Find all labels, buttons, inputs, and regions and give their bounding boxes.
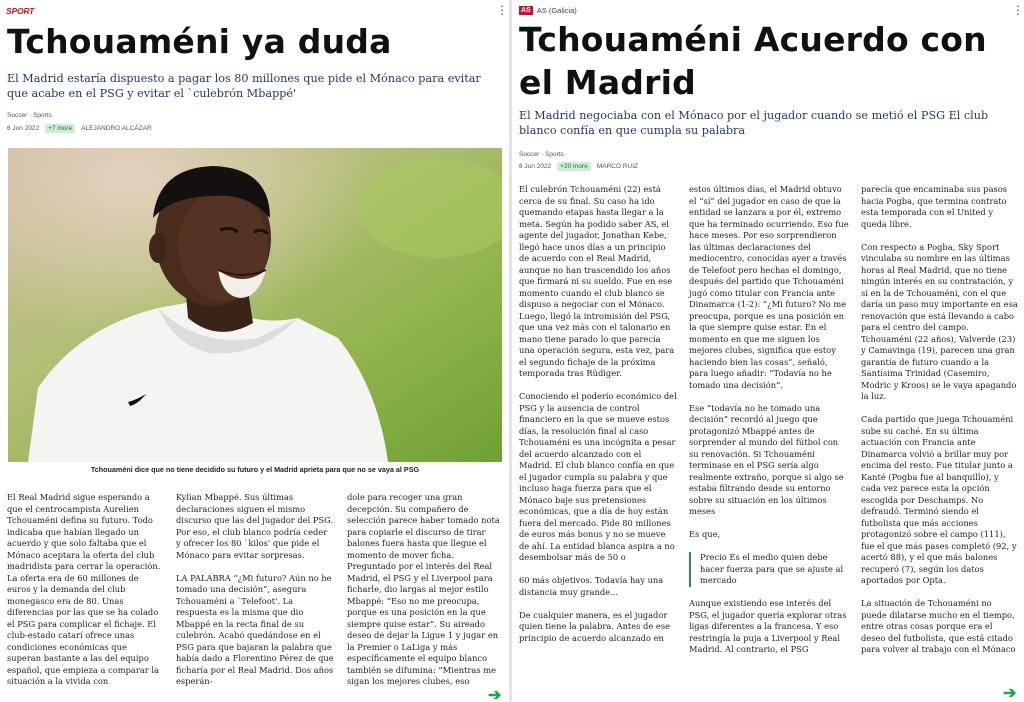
article-column-2 (176, 492, 334, 699)
article-category: Soccer · Sports (519, 151, 564, 158)
article-meta (7, 124, 152, 133)
more-sources-badge[interactable]: +7 more (45, 124, 75, 133)
paragraph: La situación de Tchouaméni no puede dilatarse mucho en el tiempo, entre otras cosas porque era el deseo del futbolista, que está citado para volver al trabajo con el Mónaco (861, 598, 1016, 654)
source-name: AS (Galicia) (536, 6, 577, 15)
paragraph: Kylian Mbappé. Sus últimas declaraciones siguen el mismo discurso que las del jugador del PSG. Por eso, el club blanco podría ceder y ofrecer los 80 `kilos' que pide el Mónaco para evitar sorpresas. (176, 492, 334, 560)
player-photo-illustration (8, 148, 502, 462)
article-author: ALEJANDRO ALCÁZAR (81, 125, 152, 132)
paragraph: dole para recoger una gran decepción. Su compañero de selección parece haber tomado nota para copiarle el discurso de tirar balones fuera hasta que llegue el momento de mover ficha. Preguntado por el interés del Real Madrid, el PSG y el Liverpool para ficharle, dio largas al mejor estilo Mbappé: “Eso no me preocupa, porque es una posición en la que siempre quise estar”. Su aireado deseo de dejar la Ligue 1 y jugar en la Premier o LaLiga y más específicamente el equipo blanco también se difumina: “Mientras me sigan los mejores clubes, eso (347, 492, 500, 686)
article-panel-sport (0, 0, 509, 702)
article-column-1 (7, 492, 163, 699)
paragraph: Ese “todavía no he tomado una decisión” recordó al juego que protagonizó Mbappé antes de sorprender al mundo del fútbol con su renovación. Si Tchouaméni terminase en el PSG sería algo realmente extraño, porque si algo se estaba filtrando desde su entorno sobre su situación en los últimos meses (689, 402, 844, 516)
paragraph: De cualquier manera, es el jugador quien tiene la palabra. Antes de ese principio de acuerdo alcanzado en (519, 609, 670, 643)
source-header[interactable] (6, 6, 34, 16)
paragraph: Con respecto a Pogba, Sky Sport vinculaba su nombre en las últimas horas al Real Madrid, que no tiene ningún interés en su contratación, y sí en la de Tchouaméni, con el que daría un paso muy importante en esa renovación que está llevando a cabo para el centro del campo. Tchouaméni (22 años), Valverde (23) y Camavinga (19), parecen una gran garantía de futuro cuando a la Santísima Trinidad (Casemiro, Modric y Kroos) se le vaya apagando la luz. (861, 241, 1018, 401)
paragraph: 60 más objetivos. Todavía hay una distancia muy grande... (519, 575, 664, 597)
paragraph: estos últimos días, el Madrid obtuvo el “sí” del jugador en caso de que la entidad se lanzara a por él, extremo que ha terminado ocurriendo. Eso fue hace meses. Por eso sorprendieron las últimas declaraciones del mediocentro, conocidas ayer a través de Telefoot pero hechas el domingo, después del partido que Tchouaméni jugó como titular con Francia ante Dinamarca (1-2): “¿Mi futuro? No me preocupa, porque es una posición en la que siempre quise estar. En el momento en que me siguen los mejores clubes, significa que estoy haciendo bien las cosas”, señaló, para luego añadir: “Todavía no he tomado una decisión”. (689, 184, 849, 390)
paragraph: El culebrón Tchouaméni (22) está cerca de su final. Su caso ha ido quemando etapas hasta llegar a la meta. Según ha podido saber AS, el agente del jugador, Jonathan Kebe, llegó hace unos días a un principio de acuerdo con el Real Madrid, aunque no han trascendido los años que firmará ni su sueldo. Fue en ese momento cuando el club blanco se dispuso a negociar con el Mónaco. Luego, llegó la intromisión del PSG, que una vez más con el talonario en mano tiene parado lo que parecía una operación segura, esta vez, para el segundo fichaje de la próxima temporada tras Rüdiger. (519, 184, 675, 378)
paragraph: Conociendo el poderío económico del PSG y la ausencia de control financiero en la que se mueve estos días, la resolución final al caso Tchouaméni es una incógnita a pesar del acuerdo alcanzado con el Madrid. El club blanco confía en que el jugador cumpla su palabra y que incluso haga fuerza para que el Mónaco baje sus pretensiones económicas, que a día de hoy están fuera del mercado. Pide 80 millones de euros más bonus y no se mueve de ahí. La entidad blanca aspira a no desembolsar más de 50 o (519, 391, 677, 562)
article-date: 6 Jun 2022 (7, 125, 40, 132)
arrow-right-icon[interactable]: ➔ (1003, 685, 1017, 702)
source-header[interactable] (519, 6, 577, 15)
photo-caption: Tchouaméni dice que no tiene decidido su futuro y el Madrid aprieta para que no se vaya al PSG (90, 465, 420, 474)
paragraph: Aunque existiendo ese interés del PSG, el jugador quería explorar otras ligas diferentes a la francesa. Y eso restringía la puja a Liverpool y Real Madrid. Al contrario, el PSG (689, 598, 847, 654)
as-logo: AS (521, 7, 531, 14)
arrow-right-icon[interactable]: ➔ (488, 687, 502, 702)
article-photo (8, 148, 502, 462)
paragraph: Cada partido que juega Tchouaméni sube su caché. En su última actuación con Francia ante Dinamarca volvió a brillar muy por encima del resto. Fue titular junto a Kanté (Pogba fue al banquillo), y cada vez parece esta la opción escogida por Deschamps. No defraudó. Terminó siendo el futbolista que más acciones protagonizó sobre el campo (111), fue el que más pases completó (92, y acertó 88), y el que más balones recuperó (7), según los datos aportados por Opta. (861, 414, 1017, 585)
article-subtitle: El Madrid estaría dispuesto a pagar los 80 millones que pide el Mónaco para evitar que acabe en el PSG y evitar el `culebrón Mbappé' (7, 72, 481, 100)
paragraph: El Real Madrid sigue esperando a que el centrocampista Aurelien Tchouaméni defina su futuro. Todo indicaba que habían llegado un acuerdo y que solo faltaba que el Mónaco aceptara la oferta del club madridista para cerrar la operación. La oferta era de 60 millones de euros y la demanda del club monegasco era de 80. Unas diferencias por las que se ha colado el PSG para complicar el fichaje. El club-estado catarí ofrece unas condiciones económicas que superan bastante a las del equipo español, que empieza a comparar la situación a la vivida con (7, 492, 161, 686)
more-sources-badge[interactable]: +20 more (557, 162, 591, 171)
kebab-menu-icon[interactable]: ⋮ (1012, 3, 1024, 17)
article-column-1 (519, 184, 677, 656)
article-panel-as (512, 0, 1024, 702)
article-column-2 (689, 184, 849, 667)
article-title: Tchouaméni ya duda (7, 22, 392, 61)
kebab-menu-icon[interactable]: ⋮ (496, 3, 508, 17)
article-subtitle: El Madrid negociaba con el Mónaco por el jugador cuando se metió el PSG El club blanco confía en que cumpla su palabra (519, 109, 989, 137)
paragraph: LA PALABRA “¿Mi futuro? Aún no he tomado una decisión”, asegura Tchouaméni a `Telefoot'. La respuesta es la misma que dio Mbappé en la recta final de su culebrón. Acabó quedándose en el PSG para que bajaran la palabra que había dado a Florentino Pérez de que ficharía por el Real Madrid. Dos años esperán- (176, 572, 334, 686)
article-date: 6 Jun 2022 (519, 163, 552, 170)
pull-quote: Precio Es el medio quien debe hacer fuerza para que se ajuste al mercado (689, 552, 849, 587)
article-column-3 (347, 492, 503, 699)
sport-logo: SPORT (6, 6, 35, 16)
article-meta (519, 162, 638, 171)
article-author: MARCO RUIZ (596, 163, 638, 170)
paragraph: parecía que encaminaba sus pasos hacia Pogba, que termina contrato esta temporada con el United y queda libre. (861, 184, 1008, 229)
paragraph: Es que, (689, 529, 721, 539)
article-column-3 (861, 184, 1019, 667)
article-category: Soccer · Sports (7, 112, 52, 119)
article-title: Tchouaméni Acuerdo con el Madrid (519, 20, 987, 102)
